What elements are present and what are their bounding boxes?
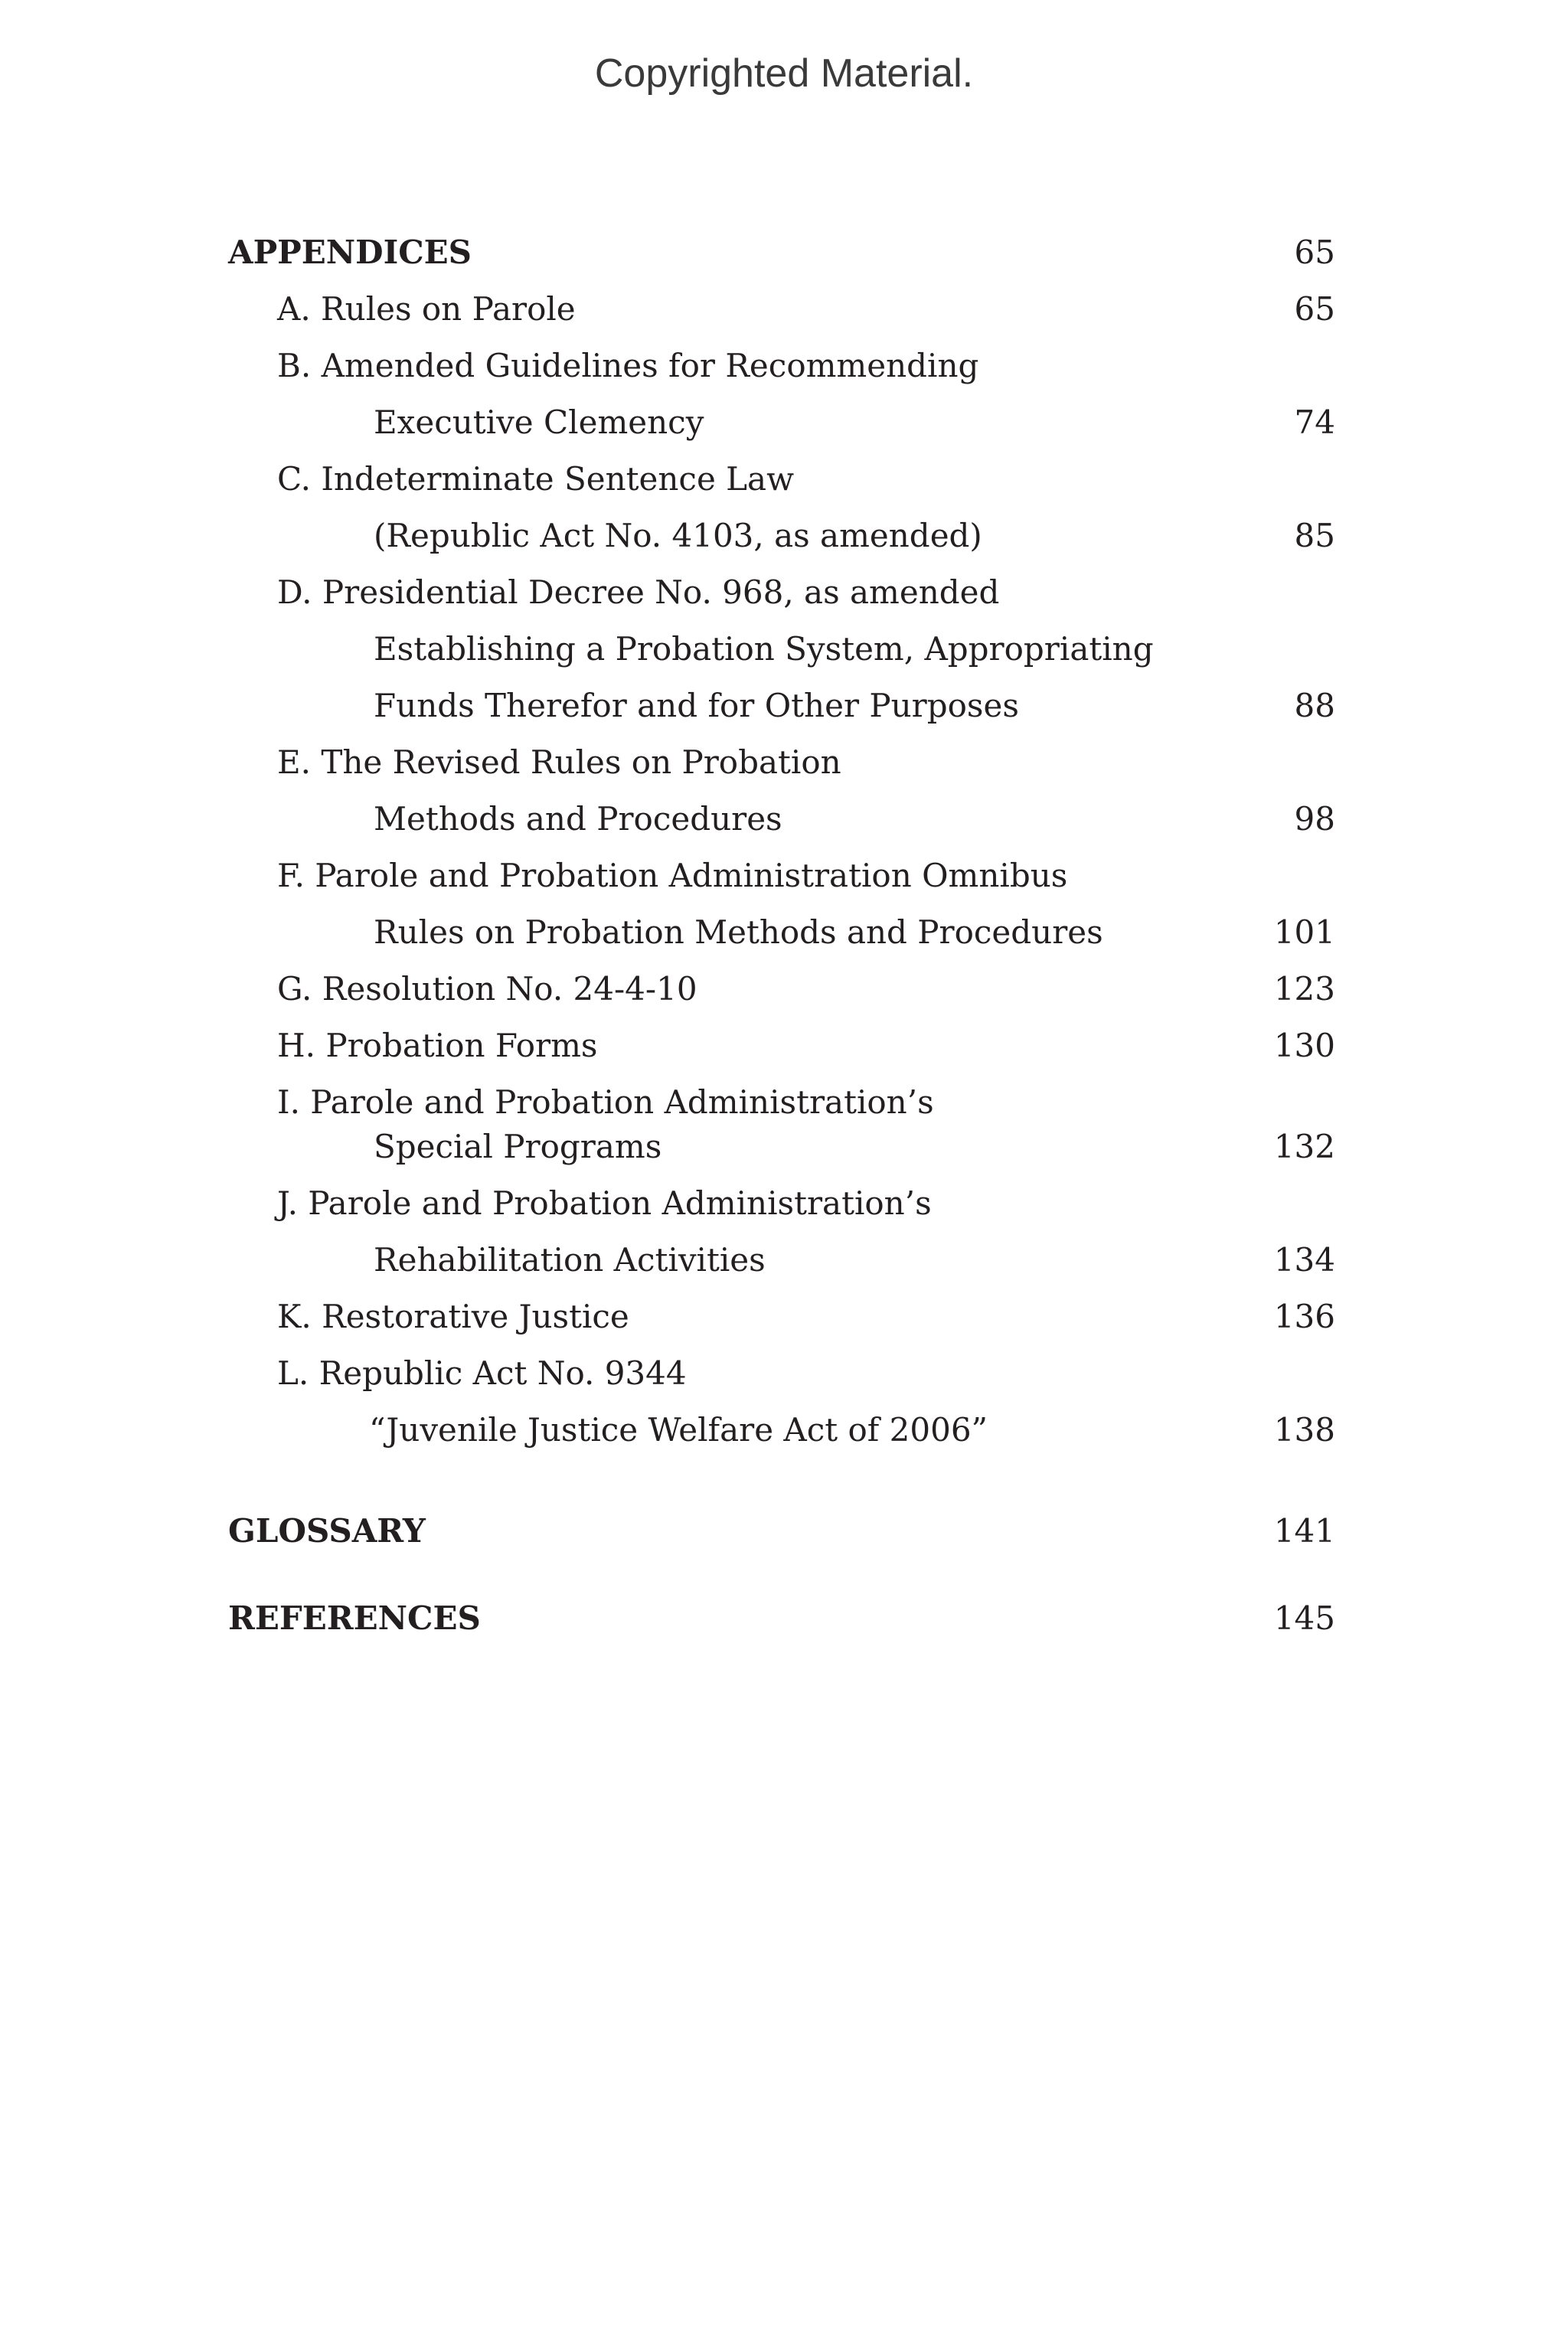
toc-entry-c[interactable] <box>0 456 1568 502</box>
entry-title: C. Indeterminate Sentence Law <box>277 460 795 498</box>
toc-entry-i[interactable] <box>0 1080 1568 1125</box>
toc-section-appendices[interactable] <box>0 230 1568 276</box>
page-number: 132 <box>1273 1128 1335 1165</box>
toc-section-glossary[interactable] <box>0 1508 1568 1554</box>
toc-entry-l-continued[interactable] <box>0 1407 1568 1453</box>
page-number: 136 <box>1273 1298 1335 1335</box>
entry-title-continued: Funds Therefor and for Other Purposes <box>374 687 1019 724</box>
entry-title: I. Parole and Probation Administration’s <box>277 1083 934 1121</box>
copyright-banner: Copyrighted Material. <box>594 51 974 96</box>
entry-title: L. Republic Act No. 9344 <box>277 1354 687 1392</box>
entry-title-continued: (Republic Act No. 4103, as amended) <box>374 517 982 554</box>
entry-title: F. Parole and Probation Administration Omnibus <box>277 857 1068 894</box>
toc-entry-h[interactable] <box>0 1023 1568 1069</box>
page-number: 138 <box>1273 1411 1335 1449</box>
entry-title-continued: Methods and Procedures <box>374 800 782 838</box>
toc-entry-k[interactable] <box>0 1294 1568 1340</box>
page-number: 85 <box>1294 517 1335 554</box>
entry-title: J. Parole and Probation Administration’s <box>277 1184 932 1222</box>
toc-entry-e[interactable] <box>0 740 1568 786</box>
toc-entry-i-continued[interactable] <box>0 1124 1568 1170</box>
toc-entry-c-continued[interactable] <box>0 513 1568 559</box>
entry-title-continued: Establishing a Probation System, Appropriating <box>374 630 1154 668</box>
toc-entry-j-continued[interactable] <box>0 1237 1568 1283</box>
toc-entry-d-continued[interactable] <box>0 683 1568 729</box>
entry-title: D. Presidential Decree No. 968, as amended <box>277 573 1000 611</box>
toc-entry-a[interactable] <box>0 286 1568 332</box>
entry-title-continued: Rules on Probation Methods and Procedures <box>374 913 1103 951</box>
entry-title-continued: Executive Clemency <box>374 403 704 441</box>
entry-title: E. The Revised Rules on Probation <box>277 743 841 781</box>
toc-entry-d[interactable] <box>0 570 1568 616</box>
entry-title-continued: Special Programs <box>374 1128 662 1165</box>
entry-title-continued: Rehabilitation Activities <box>374 1241 766 1279</box>
toc-entry-b-continued[interactable] <box>0 400 1568 446</box>
toc-entry-l[interactable] <box>0 1351 1568 1396</box>
toc-entry-g[interactable] <box>0 966 1568 1012</box>
section-title: APPENDICES <box>228 234 472 271</box>
toc-entry-d-continued[interactable] <box>0 626 1568 672</box>
page-number: 101 <box>1273 913 1335 951</box>
page-number: 134 <box>1273 1241 1335 1279</box>
section-title: REFERENCES <box>228 1599 481 1637</box>
entry-title: B. Amended Guidelines for Recommending <box>277 347 979 384</box>
toc-entry-f-continued[interactable] <box>0 910 1568 956</box>
page-number: 141 <box>1273 1512 1335 1550</box>
entry-title-continued: “Juvenile Justice Welfare Act of 2006” <box>369 1411 988 1449</box>
toc-entry-f[interactable] <box>0 853 1568 899</box>
page-number: 65 <box>1294 290 1335 328</box>
toc-entry-e-continued[interactable] <box>0 796 1568 842</box>
page-number: 74 <box>1294 403 1335 441</box>
entry-title: H. Probation Forms <box>277 1027 598 1064</box>
page-number: 65 <box>1294 234 1335 271</box>
entry-title: A. Rules on Parole <box>277 290 576 328</box>
toc-section-references[interactable] <box>0 1596 1568 1642</box>
page-number: 88 <box>1294 687 1335 724</box>
section-title: GLOSSARY <box>228 1512 426 1550</box>
page-number: 98 <box>1294 800 1335 838</box>
entry-title: K. Restorative Justice <box>277 1298 629 1335</box>
page-number: 123 <box>1273 970 1335 1008</box>
page-number: 130 <box>1273 1027 1335 1064</box>
toc-entry-b[interactable] <box>0 343 1568 389</box>
page-number: 145 <box>1273 1599 1335 1637</box>
entry-title: G. Resolution No. 24-4-10 <box>277 970 697 1008</box>
toc-entry-j[interactable] <box>0 1181 1568 1227</box>
